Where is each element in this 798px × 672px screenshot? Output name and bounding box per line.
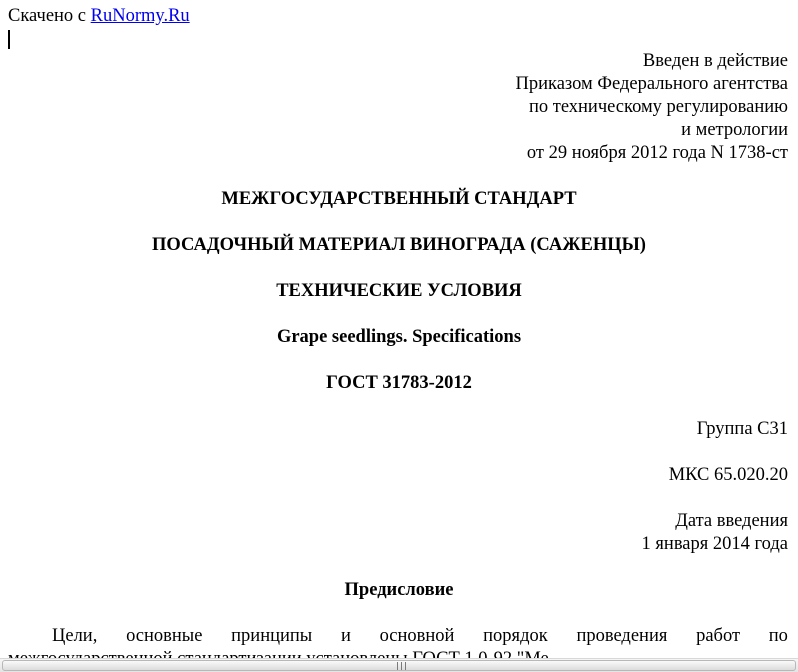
paragraph-word: порядок xyxy=(483,626,548,646)
paragraph-word: и xyxy=(340,626,351,646)
document-title: ПОСАДОЧНЫЙ МАТЕРИАЛ ВИНОГРАДА (САЖЕНЦЫ) xyxy=(152,235,646,255)
mks-code: МКС 65.020.20 xyxy=(668,465,788,485)
document-subtitle: ТЕХНИЧЕСКИЕ УСЛОВИЯ xyxy=(276,281,522,301)
english-title: Grape seedlings. Specifications xyxy=(276,327,522,347)
standard-type-heading: МЕЖГОСУДАРСТВЕННЫЙ СТАНДАРТ xyxy=(221,189,577,209)
source-link[interactable]: RuNormy.Ru xyxy=(90,6,190,26)
intro-date-label: Дата введения xyxy=(675,511,788,531)
intro-line: и метрологии xyxy=(681,120,788,140)
paragraph-word: работ xyxy=(696,626,741,646)
paragraph-word: проведения xyxy=(576,626,668,646)
scrollbar-thumb[interactable] xyxy=(2,660,796,671)
paragraph-first-line xyxy=(8,625,788,648)
intro-date: 1 января 2014 года xyxy=(641,534,788,554)
intro-line: по техническому регулированию xyxy=(528,97,788,117)
group-label: Группа С31 xyxy=(696,419,788,439)
standard-code: ГОСТ 31783-2012 xyxy=(326,373,472,393)
grip-icon xyxy=(397,662,406,670)
intro-line: Приказом Федерального агентства xyxy=(515,74,788,94)
source-prefix: Скачено с xyxy=(8,6,87,26)
text-cursor xyxy=(8,30,10,49)
source-line xyxy=(8,5,190,27)
paragraph-word: по xyxy=(768,626,788,646)
intro-block xyxy=(516,50,789,165)
paragraph-word: основные xyxy=(126,626,203,646)
intro-line: Введен в действие xyxy=(642,51,788,71)
intro-line: от 29 ноября 2012 года N 1738-ст xyxy=(526,143,788,163)
paragraph-word: основной xyxy=(379,626,455,646)
paragraph-word: Цели, xyxy=(52,626,98,646)
horizontal-scrollbar[interactable] xyxy=(0,658,798,672)
preface-heading: Предисловие xyxy=(344,580,454,600)
paragraph-word: принципы xyxy=(231,626,313,646)
